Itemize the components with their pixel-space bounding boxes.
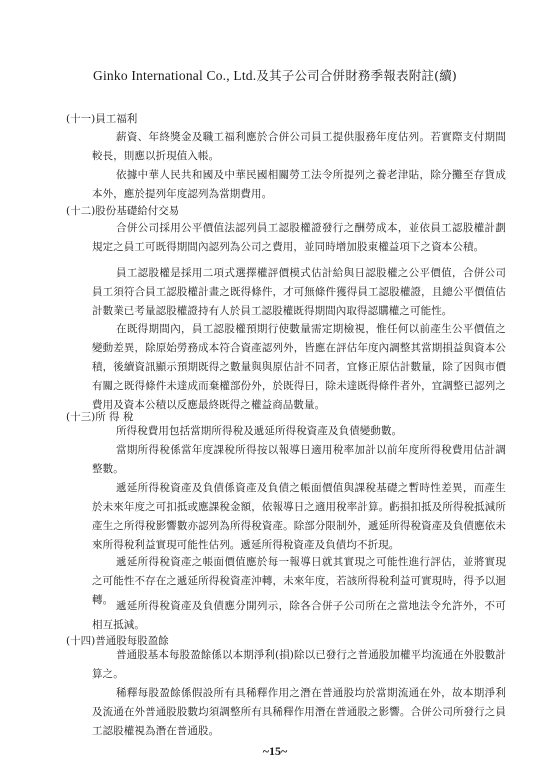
paragraph: 當期所得稅係當年度課稅所得按以報導日適用稅率加計以前年度所得稅費用估計調整數。 bbox=[92, 444, 506, 475]
title-suffix: 及其子公司合併財務季報表附註(續) bbox=[256, 68, 457, 83]
page-number: ~15~ bbox=[262, 744, 288, 758]
company-name: Ginko International Co., Ltd. bbox=[93, 68, 257, 83]
paragraph: 普通股基本每股盈餘係以本期淨利(損)除以已發行之普通股加權平均流通在外股數計算之。 bbox=[92, 649, 506, 680]
paragraph: 在既得期間內，員工認股權預期行使數量需定期檢視，惟任何以前產生公平價值之變動差異，除原始勞務成本符合資產認列外，皆應在評估年度內調整其當期損益與資本公積，後續資訊顯示預期既得之數量與與原估計不同者，宜修正原估計數量，除了因與市價有關之既得條件未達成而棄權部份外，於既得日，除未達既得條件者外，宜調整已認列之費用及資本公積以反應最終既得之權益商品數量。 bbox=[92, 323, 506, 411]
paragraph: 合併公司採用公平價值法認列員工認股權證發行之酬勞成本，並依員工認股權計劃規定之員工可既得期間內認列為公司之費用，並同時增加股東權益項下之資本公積。 bbox=[92, 222, 506, 253]
paragraph: 遞延所得稅資產之帳面價值應於每一報導日就其實現之可能性進行評估，並將實現之可能性不存在之遞延所得稅資產沖轉，未來年度，若該所得稅利益可實現時，得予以迴轉。 bbox=[92, 556, 506, 606]
paragraph: 稀釋每股盈餘係假設所有具稀釋作用之潛在普通股均於當期流通在外，故本期淨利及流通在外普通股股數均須調整所有具稀釋作用潛在普通股之影響。合併公司所發行之員工認股權視為潛在普通股。 bbox=[92, 687, 506, 737]
paragraph: 依據中華人民共和國及中華民國相關勞工法令所提列之養老津貼，除分攤至存貨成本外，應於提列年度認列為當期費用。 bbox=[92, 169, 506, 200]
section-heading-share-based-payment: (十二)股份基礎給付交易 bbox=[66, 205, 180, 217]
document-title bbox=[0, 66, 550, 84]
section-heading-eps: (十四)普通股每股盈餘 bbox=[66, 635, 169, 647]
paragraph: 所得稅費用包括當期所得稅及遞延所得稅資產及負債變動數。 bbox=[116, 425, 403, 437]
paragraph: 遞延所得稅資產及負債係資產及負債之帳面價值與課稅基礎之暫時性差異，而產生於未來年度之可扣抵或應課稅金額，依報導日之適用稅率計算。虧損扣抵及所得稅抵減所產生之所得稅影響數亦認列為所得稅資產。除部分限制外，遞延所得稅資產及負債應依未來所得稅利益實現可能性估列。遞延所得稅資產及負債均不折現。 bbox=[92, 482, 506, 551]
section-heading-income-tax: (十三)所 得 稅 bbox=[66, 411, 134, 423]
section-heading-employee-benefits: (十一)員工福利 bbox=[66, 113, 138, 125]
paragraph: 員工認股權是採用二項式選擇權評價模式估計給與日認股權之公平價值，合併公司員工須符合員工認股權計畫之既得條件，才可無條件獲得員工認股權證，且總公平價值估計數業已考量認股權證持有人於員工認股權既得期間內取得認購權之可能性。 bbox=[92, 267, 506, 317]
paragraph: 薪資、年終獎金及職工福利應於合併公司員工提供服務年度估列。若實際支付期間較長，則應以折現值入帳。 bbox=[92, 131, 506, 162]
paragraph: 遞延所得稅資產及負債應分開列示，除各合併子公司所在之當地法令允許外，不可相互抵減。 bbox=[92, 600, 506, 631]
